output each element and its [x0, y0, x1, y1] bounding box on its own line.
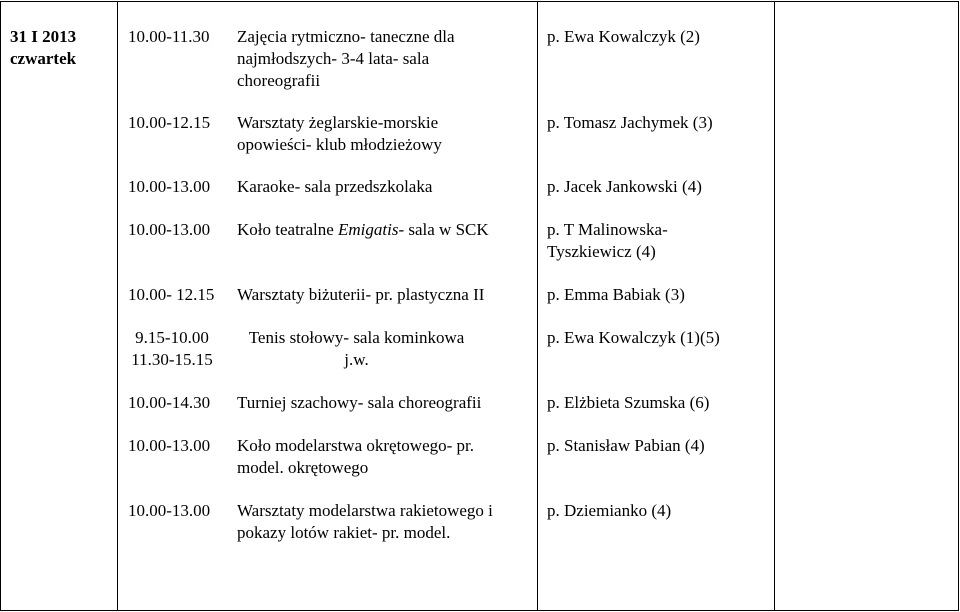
time-label: 11.30-15.15 — [131, 350, 213, 369]
time-label: 10.00-11.30 — [128, 27, 210, 46]
time-cell — [128, 500, 210, 522]
event-line: Tenis stołowy- sala kominkowa — [248, 328, 465, 347]
date-cell — [10, 26, 76, 70]
person-cell — [547, 112, 713, 134]
event-text: Koło teatralne — [237, 220, 339, 239]
person-cell — [547, 435, 705, 457]
time-cell — [128, 284, 214, 306]
person-label: p. Ewa Kowalczyk (1)(5) — [547, 328, 720, 347]
person-cell — [547, 26, 700, 48]
person-label: Tyszkiewicz (4) — [547, 242, 656, 261]
person-cell — [547, 219, 668, 263]
person-cell — [547, 500, 671, 522]
time-cell — [128, 176, 210, 198]
time-label: 10.00-13.00 — [128, 177, 211, 196]
event-line: Warsztaty modelarstwa rakietowego i — [237, 501, 493, 520]
event-text: - sala w SCK — [398, 220, 489, 239]
person-label: p. Elżbieta Szumska (6) — [547, 393, 710, 412]
person-cell — [547, 284, 685, 306]
time-label: 10.00-13.00 — [128, 436, 211, 455]
time-cell — [128, 392, 210, 414]
time-label: 10.00-12.15 — [128, 113, 211, 132]
time-label: 10.00-14.30 — [128, 393, 211, 412]
time-cell — [128, 112, 210, 134]
column-divider — [117, 1, 118, 611]
event-cell — [237, 327, 476, 371]
time-label: 10.00-13.00 — [128, 501, 211, 520]
person-label: p. Dziemianko (4) — [547, 501, 672, 520]
event-line: Warsztaty biżuterii- pr. plastyczna II — [237, 285, 485, 304]
event-cell — [237, 392, 481, 414]
event-line: opowieści- klub młodzieżowy — [237, 135, 442, 154]
event-line: Koło modelarstwa okrętowego- pr. — [237, 436, 474, 455]
event-line: Warsztaty żeglarskie-morskie — [237, 113, 439, 132]
event-line: Zajęcia rytmiczno- taneczne dla — [237, 27, 455, 46]
person-cell — [547, 327, 720, 349]
column-divider — [774, 1, 775, 611]
event-line: choreografii — [237, 71, 321, 90]
event-line: Karaoke- sala przedszkolaka — [237, 177, 433, 196]
date-label: 31 I 2013 — [10, 27, 77, 46]
event-line: Turniej szachowy- sala choreografii — [237, 393, 482, 412]
time-label: 10.00-13.00 — [128, 220, 211, 239]
event-cell — [237, 500, 493, 544]
event-group-name: Emigatis — [338, 220, 399, 239]
event-line: model. okrętowego — [237, 458, 369, 477]
person-label: p. T Malinowska- — [547, 220, 668, 239]
time-label: 10.00- 12.15 — [128, 285, 215, 304]
event-cell — [237, 26, 455, 92]
time-cell — [128, 435, 210, 457]
person-label: p. Ewa Kowalczyk (2) — [547, 27, 700, 46]
time-label: 9.15-10.00 — [135, 328, 209, 347]
time-cell — [128, 26, 210, 48]
person-label: p. Jacek Jankowski (4) — [547, 177, 702, 196]
person-cell — [547, 392, 709, 414]
time-cell — [128, 327, 216, 371]
event-cell — [237, 176, 432, 198]
event-line: najmłodszych- 3-4 lata- sala — [237, 49, 430, 68]
person-label: p. Stanisław Pabian (4) — [547, 436, 705, 455]
event-cell — [237, 112, 442, 156]
event-cell — [237, 284, 484, 306]
event-cell — [237, 219, 489, 241]
time-cell — [128, 219, 210, 241]
person-label: p. Emma Babiak (3) — [547, 285, 685, 304]
event-line: pokazy lotów rakiet- pr. model. — [237, 523, 451, 542]
event-cell — [237, 435, 474, 479]
column-divider — [537, 1, 538, 611]
weekday-label: czwartek — [10, 49, 77, 68]
event-line: j.w. — [344, 350, 369, 369]
person-label: p. Tomasz Jachymek (3) — [547, 113, 713, 132]
person-cell — [547, 176, 702, 198]
